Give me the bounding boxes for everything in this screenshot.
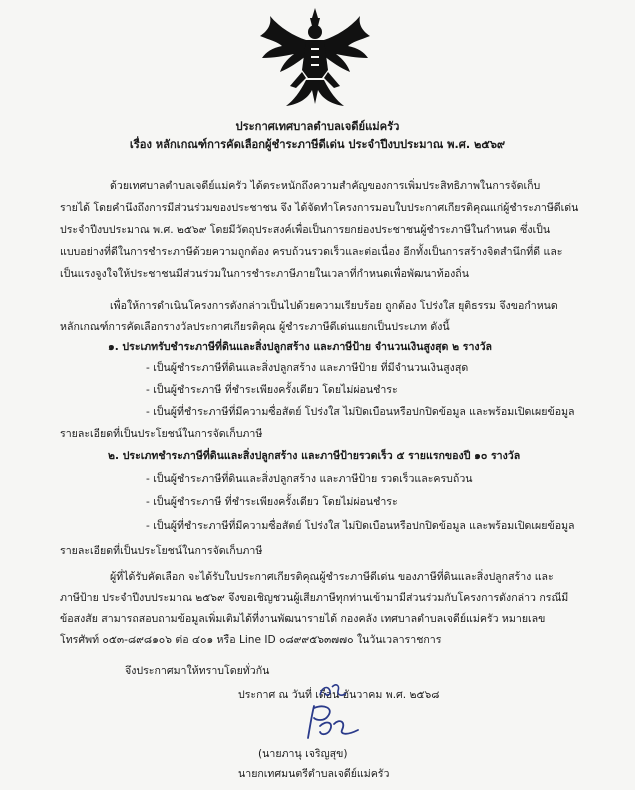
paragraph-line: รายได้ โดยคำนึงถึงการมีส่วนร่วมของประชาชน จึง ได้จัดทำโครงการมอบใบประกาศเกียรติคุณแก่ผู้ชำระภาษีดีเด่น xyxy=(60,202,579,214)
criteria-item: - เป็นผู้ชำระภาษีที่ดินและสิ่งปลูกสร้าง และภาษีป้าย รวดเร็วและครบถ้วน xyxy=(146,473,473,485)
announcement-subject: เรื่อง หลักเกณฑ์การคัดเลือกผู้ชำระภาษีดีเด่น ประจำปีงบประมาณ พ.ศ. ๒๕๖๙ xyxy=(129,138,506,151)
paragraph-line: แบบอย่างที่ดีในการชำระภาษีด้วยความถูกต้อง ครบถ้วนรวดเร็วและต่อเนื่อง อีกทั้งเป็นการสร้างจิตสำนึกที่ดี และ xyxy=(60,246,563,258)
category-2-heading: ๒. ประเภทชำระภาษีที่ดินและสิ่งปลูกสร้าง และภาษีป้ายรวดเร็ว ๕ รายแรกของปี ๑๐ รางวัล xyxy=(108,450,521,462)
criteria-item: - เป็นผู้ชำระภาษี ที่ชำระเพียงครั้งเดียว โดยไม่ผ่อนชำระ xyxy=(146,496,398,508)
paragraph-line: ข้อสงสัย สามารถสอบถามข้อมูลเพิ่มเติมได้ที่งานพัฒนารายได้ กองคลัง เทศบาลตำบลเจดีย์แม่ครัว หมายเลข xyxy=(60,613,546,625)
criteria-continuation: รายละเอียดที่เป็นประโยชน์ในการจัดเก็บภาษี xyxy=(60,545,263,557)
paragraph-line: ผู้ที่ได้รับคัดเลือก จะได้รับใบประกาศเกียรติคุณผู้ชำระภาษีดีเด่น ของภาษีที่ดินและสิ่งปลูกสร้าง และ xyxy=(110,571,554,583)
garuda-emblem-icon xyxy=(256,6,374,110)
closing-line: จึงประกาศมาให้ทราบโดยทั่วกัน xyxy=(125,665,270,677)
announcement-title: ประกาศเทศบาลตำบลเจดีย์แม่ครัว xyxy=(235,120,400,133)
paragraph-line: โทรศัพท์ ๐๕๓-๘๙๘๑๐๖ ต่อ ๔๐๑ หรือ Line ID ๐๘๙๙๕๖๓๗๗๐ ในวันเวลาราชการ xyxy=(60,634,442,646)
handwritten-date-icon xyxy=(318,681,348,701)
signer-name: (นายภานุ เจริญสุข) xyxy=(258,748,348,760)
criteria-item: - เป็นผู้ที่ชำระภาษีที่มีความซื่อสัตย์ โปร่งใส ไม่ปิดเบือนหรือปกปิดข้อมูล และพร้อมเปิดเผยข้อมูล xyxy=(146,520,575,532)
date-line: ประกาศ ณ วันที่ เดือน อันวาคม พ.ศ. ๒๕๖๘ xyxy=(238,689,440,701)
criteria-continuation: รายละเอียดที่เป็นประโยชน์ในการจัดเก็บภาษี xyxy=(60,428,263,440)
paragraph-line: เป็นแรงจูงใจให้ประชาชนมีส่วนร่วมในการชำระภาษีภายในเวลาที่กำหนดเพื่อพัฒนาท้องถิ่น xyxy=(60,268,469,280)
criteria-item: - เป็นผู้ชำระภาษี ที่ชำระเพียงครั้งเดียว โดยไม่ผ่อนชำระ xyxy=(146,384,398,396)
category-1-heading: ๑. ประเภทรับชำระภาษีที่ดินและสิ่งปลูกสร้าง และภาษีป้าย จำนวนเงินสูงสุด ๒ รางวัล xyxy=(108,341,493,353)
signature-icon xyxy=(300,702,362,744)
paragraph-line: ด้วยเทศบาลตำบลเจดีย์แม่ครัว ได้ตระหนักถึงความสำคัญของการเพิ่มประสิทธิภาพในการจัดเก็บ xyxy=(110,180,541,192)
paragraph-line: หลักเกณฑ์การคัดเลือกรางวัลประกาศเกียรติคุณ ผู้ชำระภาษีดีเด่นแยกเป็นประเภท ดังนี้ xyxy=(60,321,450,333)
paragraph-line: ประจำปีงบประมาณ พ.ศ. ๒๕๖๙ โดยมีวัตถุประสงค์เพื่อเป็นการยกย่องประชาชนผู้ชำระภาษีในกำหนด ซึ่งเป็น xyxy=(60,224,551,236)
criteria-item: - เป็นผู้ชำระภาษีที่ดินและสิ่งปลูกสร้าง และภาษีป้าย ที่มีจำนวนเงินสูงสุด xyxy=(146,362,469,374)
signer-title: นายกเทศมนตรีตำบลเจดีย์แม่ครัว xyxy=(238,768,390,780)
paragraph-line: เพื่อให้การดำเนินโครงการดังกล่าวเป็นไปด้วยความเรียบร้อย ถูกต้อง โปร่งใส ยุติธรรม จึงขอกำหนด xyxy=(110,300,558,312)
criteria-item: - เป็นผู้ที่ชำระภาษีที่มีความซื่อสัตย์ โปร่งใส ไม่ปิดเบือนหรือปกปิดข้อมูล และพร้อมเปิดเผยข้อมูล xyxy=(146,406,575,418)
paragraph-line: ภาษีป้าย ประจำปีงบประมาณ ๒๕๖๙ จึงขอเชิญชวนผู้เสียภาษีทุกท่านเข้ามามีส่วนร่วมกับโครงการดังกล่าว กรณีมี xyxy=(60,592,569,604)
